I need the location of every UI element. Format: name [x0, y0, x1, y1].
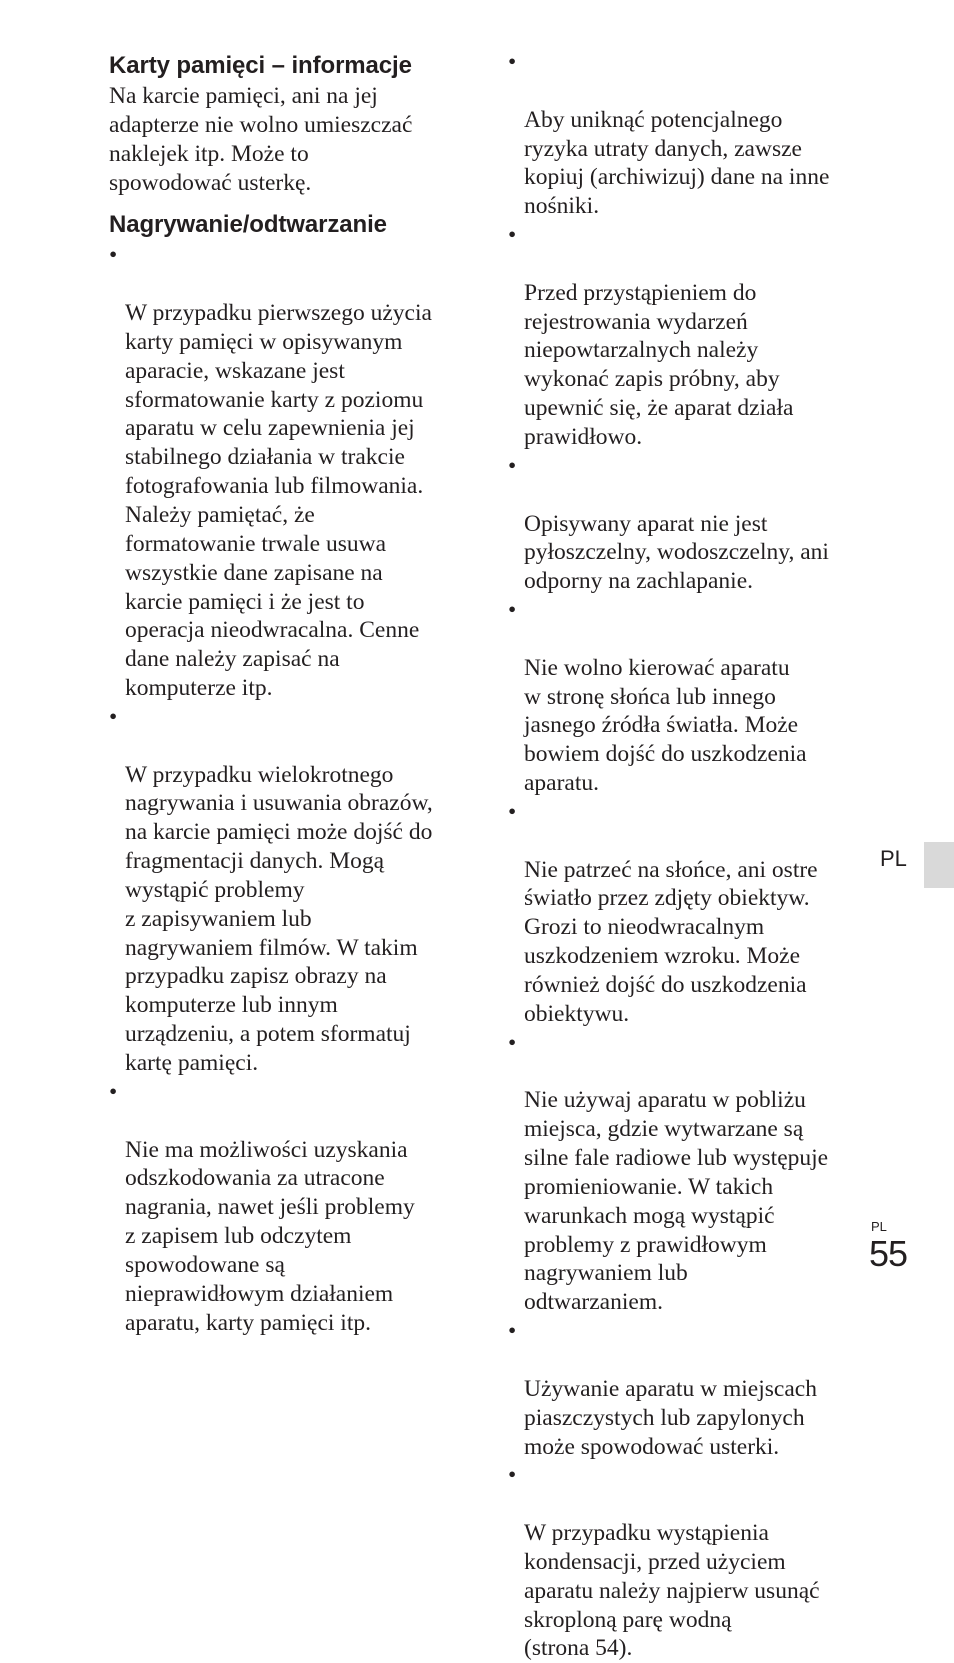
footer-language-code: PL — [871, 1219, 887, 1234]
left-column — [109, 48, 469, 1337]
list-item — [508, 48, 868, 221]
list-item-text: Używanie aparatu w miejscach piaszczystych lub zapylonych może spowodować usterki. — [524, 1375, 817, 1460]
bullet-icon: • — [508, 1029, 517, 1056]
list-item-text: W przypadku wielokrotnego nagrywania i usuwania obrazów, na karcie pamięci może dojść do fragmentacji danych. Mogą wystąpić problemy z zapisywaniem lub nagrywaniem filmów. W takim przypadku zapisz obrazy na komputerze lub innym urządzeniu, a potem sformatuj kartę pamięci. — [125, 761, 433, 1076]
list-item-text: W przypadku pierwszego użycia karty pamięci w opisywanym aparacie, wskazane jest sformatowanie karty z poziomu aparatu w celu zapewnienia jej stabilnego działania w trakcie fotografowania lub filmowania. Należy pamiętać, że formatowanie trwale usuwa wszystkie dane zapisane na karcie pamięci i że jest to operacja nieodwracalna. Cenne dane należy zapisać na komputerze itp. — [125, 300, 432, 702]
page-number: 55 — [869, 1233, 908, 1274]
bullet-icon: • — [508, 798, 517, 825]
list-item-text: Nie wolno kierować aparatu w stronę słońca lub innego jasnego źródła światła. Może bowiem dojść do uszkodzenia aparatu. — [524, 654, 807, 797]
section-heading-memory-cards: Karty pamięci – informacje — [109, 52, 412, 79]
list-item — [109, 241, 469, 703]
list-item — [508, 596, 868, 798]
bullet-icon: • — [109, 703, 118, 730]
list-item-text: Opisywany aparat nie jest pyłoszczelny, wodoszczelny, ani odporny na zachlapanie. — [524, 510, 829, 595]
bullet-icon: • — [508, 49, 517, 75]
list-item-text: Nie patrzeć na słońce, ani ostre światło przez zdjęty obiektyw. Grozi to nieodwracalnym uszkodzeniem wzroku. Może również dojść do uszkodzenia obiektywu. — [524, 856, 818, 1027]
list-item — [109, 703, 469, 1078]
list-item — [508, 798, 868, 1029]
bullet-icon: • — [508, 1318, 517, 1345]
list-item-text: W przypadku wystąpienia kondensacji, przed użyciem aparatu należy najpierw usunąć skroploną parę wodną (strona 54). — [524, 1520, 820, 1662]
language-tab-marker — [924, 842, 954, 888]
list-item — [508, 452, 868, 596]
right-column — [508, 48, 868, 1663]
bullet-icon: • — [109, 1078, 118, 1105]
list-item-text: Przed przystąpieniem do rejestrowania wydarzeń niepowtarzalnych należy wykonać zapis próbny, aby upewnić się, że aparat działa prawidłowo. — [524, 279, 794, 450]
language-side-label: PL — [880, 846, 907, 871]
bullet-icon: • — [508, 597, 517, 624]
list-item-text: Aby uniknąć potencjalnego ryzyka utraty danych, zawsze kopiuj (archiwizuj) dane na inne nośniki. — [524, 106, 830, 220]
list-item-text: Nie używaj aparatu w pobliżu miejsca, gdzie wytwarzane są silne fale radiowe lub występuje promieniowanie. W takich warunkach mogą wystąpić problemy z prawidłowym nagrywaniem lub odtwarzaniem. — [524, 1087, 829, 1316]
list-item — [508, 1461, 868, 1663]
list-item — [109, 1078, 469, 1338]
bullet-icon: • — [508, 222, 517, 249]
list-item — [508, 1317, 868, 1461]
memory-cards-paragraph: Na karcie pamięci, ani na jej adapterze nie wolno umieszczać naklejek itp. Może to spowodować usterkę. — [109, 83, 413, 196]
bullet-icon: • — [109, 242, 118, 269]
list-item — [508, 221, 868, 452]
list-item — [508, 1029, 868, 1317]
section-heading-recording-playback: Nagrywanie/odtwarzanie — [109, 211, 387, 239]
list-item-text: Nie ma możliwości uzyskania odszkodowania za utracone nagrania, nawet jeśli problemy z zapisem lub odczytem spowodowane są nieprawidłowym działaniem aparatu, karty pamięci itp. — [125, 1136, 415, 1336]
bullet-icon: • — [508, 452, 517, 479]
bullet-icon: • — [508, 1462, 517, 1489]
